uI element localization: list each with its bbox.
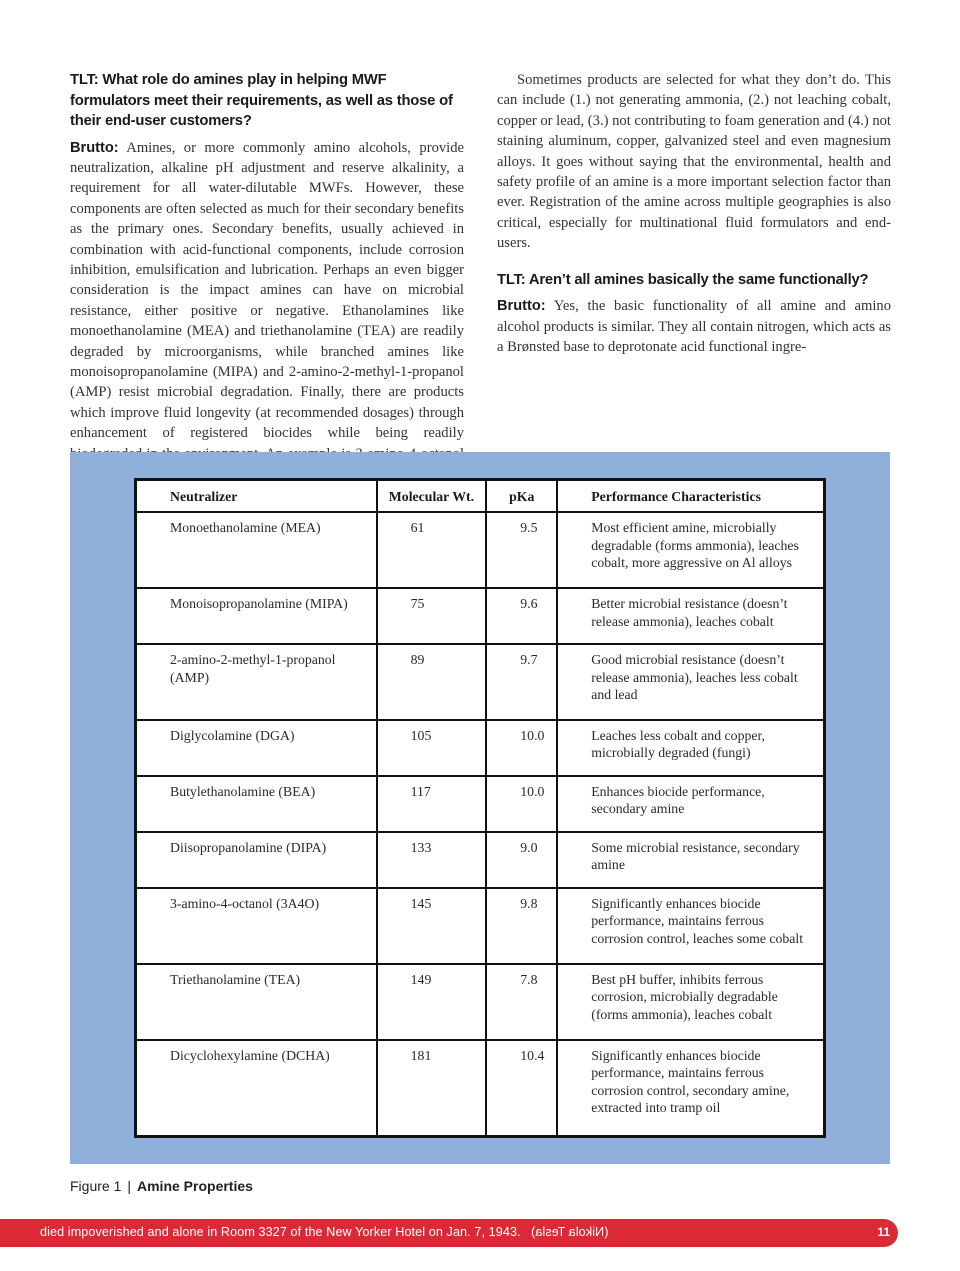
- table-row: [136, 720, 825, 776]
- cell-performance: Enhances biocide performance, secondary amine: [557, 776, 824, 832]
- cell-neutralizer: Monoethanolamine (MEA): [136, 512, 377, 588]
- cell-performance: Significantly enhances biocide performance, maintains ferrous corrosion control, leaches some cobalt: [557, 888, 824, 964]
- cell-performance: Good microbial resistance (doesn’t release ammonia), leaches less cobalt and lead: [557, 644, 824, 720]
- cell-pka: 9.6: [486, 588, 557, 644]
- cell-neutralizer: Dicyclohexylamine (DCHA): [136, 1040, 377, 1137]
- footer-quote-text: died impoverished and alone in Room 3327 of the New Yorker Hotel on Jan. 7, 1943.: [40, 1225, 521, 1239]
- answer-paragraph-2: [497, 296, 891, 357]
- cell-performance: Best pH buffer, inhibits ferrous corrosion, microbially degradable (forms ammonia), leaches cobalt: [557, 964, 824, 1040]
- table-row: [136, 964, 825, 1040]
- cell-pka: 10.0: [486, 720, 557, 776]
- cell-molecular-wt: 149: [377, 964, 487, 1040]
- cell-pka: 9.7: [486, 644, 557, 720]
- table-row: [136, 776, 825, 832]
- cell-molecular-wt: 61: [377, 512, 487, 588]
- article-column-left: [70, 70, 464, 484]
- amine-properties-table: [134, 478, 826, 1138]
- cell-performance: Leaches less cobalt and copper, microbially degraded (fungi): [557, 720, 824, 776]
- header-molecular-wt: Molecular Wt.: [377, 480, 487, 513]
- footer-mirrored-attribution: (Nikola Tesla): [530, 1225, 609, 1239]
- cell-molecular-wt: 89: [377, 644, 487, 720]
- cell-performance: Significantly enhances biocide performance, maintains ferrous corrosion control, secondary amine, extracted into tramp oil: [557, 1040, 824, 1137]
- table-row: [136, 888, 825, 964]
- footer-quote: [40, 1225, 608, 1239]
- table-header-row: [136, 480, 825, 513]
- page-number: 11: [877, 1225, 890, 1239]
- table-row: [136, 1040, 825, 1137]
- cell-molecular-wt: 75: [377, 588, 487, 644]
- answer-paragraph-1: [70, 138, 464, 485]
- cell-neutralizer: Diglycolamine (DGA): [136, 720, 377, 776]
- cell-molecular-wt: 105: [377, 720, 487, 776]
- cell-performance: Most efficient amine, microbially degradable (forms ammonia), leaches cobalt, more aggressive on Al alloys: [557, 512, 824, 588]
- cell-neutralizer: Monoisopropanolamine (MIPA): [136, 588, 377, 644]
- figure-label: Figure 1: [70, 1178, 122, 1194]
- article-column-right: [497, 70, 891, 357]
- footer-bar: [0, 1219, 898, 1247]
- cell-pka: 9.0: [486, 832, 557, 888]
- cell-pka: 7.8: [486, 964, 557, 1040]
- cell-neutralizer: Butylethanolamine (BEA): [136, 776, 377, 832]
- table-row: [136, 832, 825, 888]
- cell-neutralizer: Diisopropanolamine (DIPA): [136, 832, 377, 888]
- caption-separator: |: [127, 1178, 131, 1194]
- answer-text: Yes, the basic functionality of all amine and amino alcohol products is similar. They all contain nitrogen, which acts as a Brønsted base to deprotonate acid functional ingre-: [497, 298, 891, 355]
- answer-text: Amines, or more commonly amino alcohols, provide neutralization, alkaline pH adjustment and reserve alkalinity, a requirement for all water-dilutable MWFs. However, these components are often selected as much for their secondary benefits as the primary ones. Secondary benefits, usually achieved in combination with acid-functional components, include corrosion inhibition, emulsification and lubrication. Perhaps an even bigger consideration is the impact amines can have on microbial resistance, either positive or negative. Ethanolamines like monoethanolamine (MEA) and triethanolamine (TEA) are readily degraded by microorganisms, while branched amines like monoisopropanolamine (MIPA) and 2-amino-2-methyl-1-propanol (AMP) resist microbial degradation. Finally, there are products which improve fluid longevity (at recommended dosages) through enhancement of registered biocides while being readily: [70, 139, 464, 442]
- paragraph-2: Sometimes products are selected for what they don’t do. This can include (1.) not generating ammonia, (2.) not leaching cobalt, copper or lead, (3.) not contributing to foam generation and (4.) not staining aluminum, copper, galvanized steel and even magnesium alloys. It goes without saying that the environmental, health and safety profile of an amine is a more important selection factor than ever. Registration of the amine across multiple geographies is also critical, especially for multinational fluid formulators and end-users.: [497, 72, 891, 252]
- cell-molecular-wt: 145: [377, 888, 487, 964]
- cell-performance: Better microbial resistance (doesn’t release ammonia), leaches cobalt: [557, 588, 824, 644]
- cell-performance: Some microbial resistance, secondary amine: [557, 832, 824, 888]
- speaker-label: Brutto:: [497, 298, 546, 315]
- cell-neutralizer: 3-amino-4-octanol (3A4O): [136, 888, 377, 964]
- figure-caption: [70, 1178, 253, 1194]
- table-row: [136, 512, 825, 588]
- cell-neutralizer: 2-amino-2-methyl-1-propanol (AMP): [136, 644, 377, 720]
- figure-title: Amine Properties: [137, 1178, 253, 1194]
- header-pka: pKa: [486, 480, 557, 513]
- cell-molecular-wt: 181: [377, 1040, 487, 1137]
- cell-pka: 10.4: [486, 1040, 557, 1137]
- speaker-label: Brutto:: [70, 139, 119, 156]
- header-neutralizer: Neutralizer: [136, 480, 377, 513]
- cell-neutralizer: Triethanolamine (TEA): [136, 964, 377, 1040]
- question-heading-1: TLT: What role do amines play in helping MWF formulators meet their requirements, as well as those of their end-user customers?: [70, 72, 453, 129]
- header-performance: Performance Characteristics: [557, 480, 824, 513]
- question-heading-2: TLT: Aren’t all amines basically the same functionally?: [497, 271, 869, 288]
- cell-pka: 9.8: [486, 888, 557, 964]
- table-row: [136, 588, 825, 644]
- cell-molecular-wt: 117: [377, 776, 487, 832]
- cell-pka: 9.5: [486, 512, 557, 588]
- table-row: [136, 644, 825, 720]
- cell-molecular-wt: 133: [377, 832, 487, 888]
- cell-pka: 10.0: [486, 776, 557, 832]
